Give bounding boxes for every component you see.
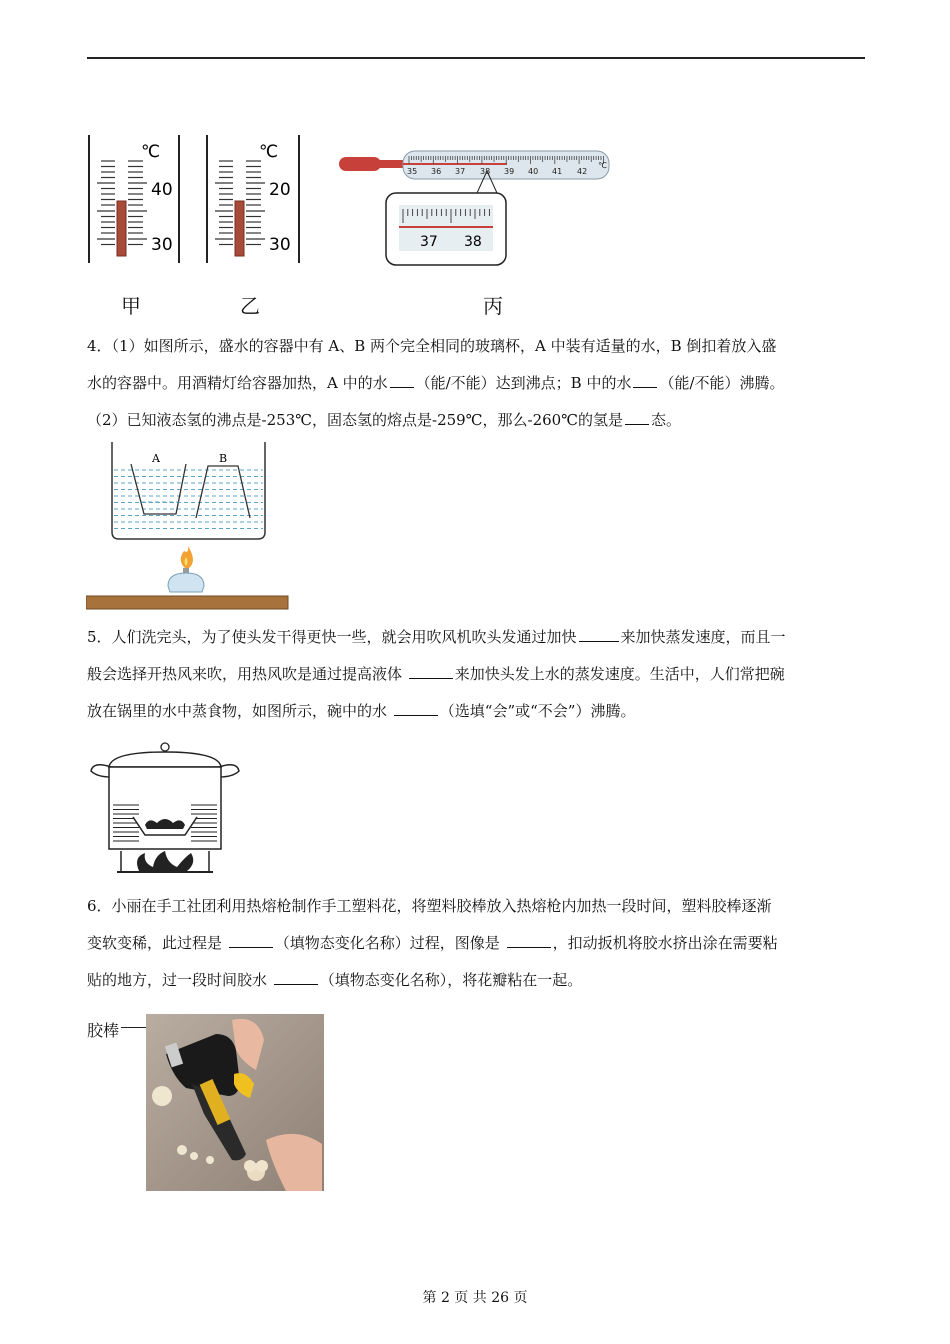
q6-line3: 贴的地方，过一段时间胶水 （填物态变化名称），将花瓣粘在一起。	[87, 971, 583, 989]
clin-scale-36: 36	[431, 167, 442, 176]
answer-blank[interactable]	[409, 664, 453, 679]
header-rule	[87, 57, 865, 59]
answer-blank[interactable]	[579, 627, 619, 642]
zoom-label-38: 38	[464, 234, 482, 250]
thermo-yi-unit: ℃	[259, 142, 279, 162]
cup-b-label: B	[219, 452, 228, 465]
q5-line1: 5．人们洗完头，为了使头发干得更快一些，就会用吹风机吹头发通过加快 来加快蒸发速度，而且一	[87, 628, 786, 646]
q4-line3: （2）已知液态氢的沸点是-253℃，固态氢的熔点是-259℃，那么-260℃的氢是 态。	[87, 411, 681, 429]
thermo-jia-bottom-label: 30	[151, 235, 173, 255]
steaming-pot-figure	[87, 741, 241, 876]
thermometer-yi	[205, 133, 302, 265]
clin-scale-37: 37	[455, 167, 466, 176]
q6-line1: 6．小丽在手工社团利用热熔枪制作手工塑料花，将塑料胶棒放入热熔枪内加热一段时间，塑料胶棒逐渐	[87, 897, 772, 915]
q4-line2: 水的容器中。用酒精灯给容器加热，A 中的水 （能/不能）达到沸点；B 中的水 （能/不能）沸腾。	[87, 374, 785, 392]
caption-yi: 乙	[240, 294, 260, 318]
answer-blank[interactable]	[394, 701, 438, 716]
thermo-yi-bottom-label: 30	[269, 235, 291, 255]
clin-scale-42: 42	[577, 167, 588, 176]
thermo-jia-top-label: 40	[151, 180, 173, 200]
page-footer: 第 2 页 共 26 页	[422, 1290, 528, 1306]
question-5	[87, 619, 865, 730]
thermo-jia-unit: ℃	[141, 142, 161, 162]
zoom-label-37: 37	[420, 234, 438, 250]
thermometer-jia	[87, 133, 182, 265]
q5-line3: 放在锅里的水中蒸食物，如图所示，碗中的水 （选填“会”或“不会”）沸腾。	[87, 702, 636, 720]
q4-line1: 4．（1）如图所示，盛水的容器中有 A、B 两个完全相同的玻璃杯，A 中装有适量的水，B 倒扣着放入盛	[87, 337, 777, 355]
glue-stick-label: 胶棒	[87, 1021, 120, 1040]
caption-jia: 甲	[121, 294, 141, 318]
cup-a-label: A	[152, 452, 160, 465]
question-4	[87, 328, 865, 439]
caption-bing: 丙	[483, 294, 503, 318]
clin-scale-38: 38	[480, 167, 491, 176]
clin-unit: ℃	[598, 161, 607, 170]
beaker-with-cups-figure	[86, 440, 291, 612]
answer-blank[interactable]	[625, 410, 649, 425]
clin-scale-35: 35	[407, 167, 418, 176]
clinical-thermometer-bing	[337, 147, 615, 269]
answer-blank[interactable]	[229, 933, 273, 948]
answer-blank[interactable]	[274, 970, 318, 985]
question-6	[87, 888, 865, 999]
answer-blank[interactable]	[507, 933, 551, 948]
q6-line2: 变软变稀，此过程是 （填物态变化名称）过程，图像是 ，扣动扳机将胶水挤出涂在需要粘	[87, 934, 778, 952]
clin-scale-41: 41	[552, 167, 563, 176]
clin-scale-40: 40	[528, 167, 539, 176]
q5-line2: 般会选择开热风来吹，用热风吹是通过提高液体 来加快头发上水的蒸发速度。生活中，人们常把碗	[87, 665, 785, 683]
answer-blank[interactable]	[633, 373, 657, 388]
glue-gun-photo	[146, 1014, 324, 1191]
thermo-yi-top-label: 20	[269, 180, 291, 200]
clin-scale-39: 39	[504, 167, 515, 176]
answer-blank[interactable]	[390, 373, 414, 388]
